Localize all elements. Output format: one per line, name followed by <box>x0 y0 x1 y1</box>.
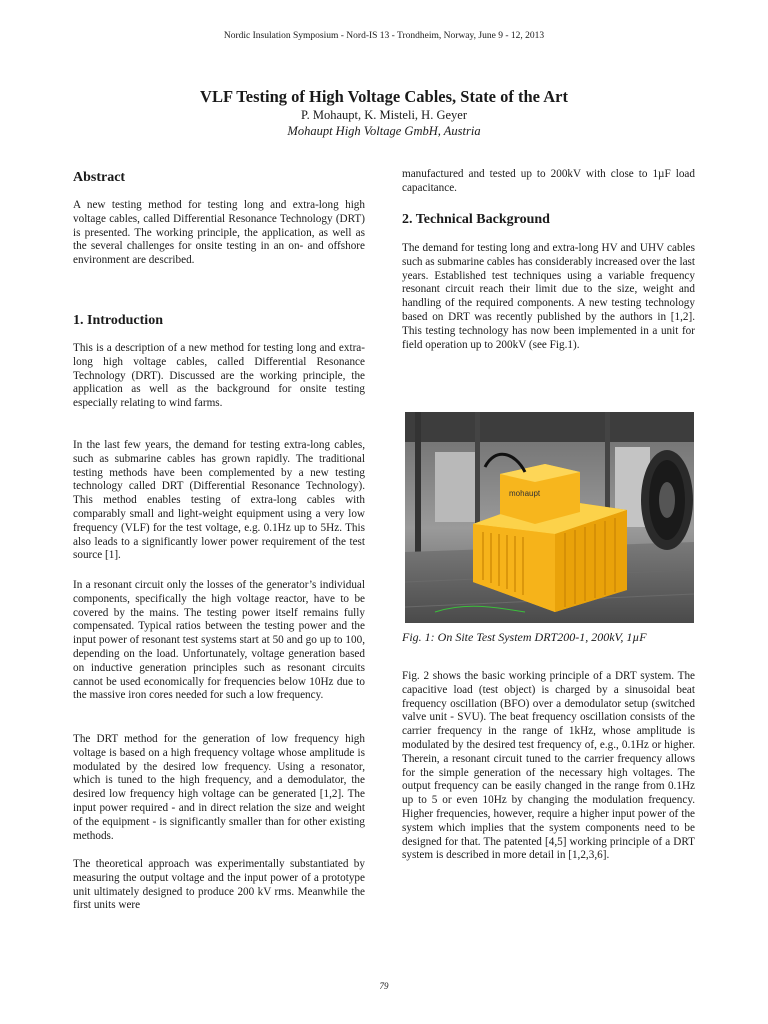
technical-background-heading: 2. Technical Background <box>402 212 550 227</box>
technical-paragraph-1: The demand for testing long and extra-long HV and UHV cables such as submarine cables has considerably increased over the last years. Established test techniques using a variable frequency resonant circuit reach their limit due to the size, weight and handling of the required components. A new testing technology based on DRT was recently published by the authors in [1,2]. This testing technology has now been implemented in a unit for field operation up to 200kV (see Fig.1). <box>402 242 695 351</box>
intro-paragraph-3: In a resonant circuit only the losses of the generator’s individual components, specifically the high voltage reactor, have to be covered by the mains. The testing power itself remains fully compensated. Typical ratios between the testing power and the input power of resonant test systems start at 50 and go up to 100, depending on the load. Unfortunately, voltage generation based on inductive generation principles such as resonant circuits cannot be used economically for frequencies below 10Hz due to the massive iron cores needed for such a low frequency. <box>73 579 365 702</box>
figure-1-caption: Fig. 1: On Site Test System DRT200-1, 200kV, 1µF <box>402 630 647 644</box>
paper-title: VLF Testing of High Voltage Cables, State of the Art <box>200 87 568 106</box>
conference-header: Nordic Insulation Symposium - Nord-IS 13 - Trondheim, Norway, June 9 - 12, 2013 <box>223 31 545 41</box>
continued-paragraph: manufactured and tested up to 200kV with close to 1µF load capacitance. <box>402 168 695 194</box>
authors: P. Mohaupt, K. Misteli, H. Geyer <box>301 108 467 122</box>
intro-paragraph-2: In the last few years, the demand for testing extra-long cables, such as submarine cables has grown rapidly. The traditional testing methods have been complemented by a new testing technology called DRT (Differential Resonance Technology). This method enables testing of extra-long cables with comparably small and light-weight equipment using a very low frequency (VLF) for the test voltage, e.g. 0.1Hz up to 5Hz. This also leads to a significantly lower power requirement of the test source [1]. <box>73 439 365 562</box>
page-number: 79 <box>379 981 389 991</box>
intro-paragraph-4: The DRT method for the generation of low frequency high voltage is based on a high frequency voltage whose amplitude is modulated by the desired low frequency. Using a resonator, which is tuned to the high frequency, and a demodulator, the desired low frequency high voltage can be generated [1,2]. The input power required - and in direct relation the size and weight of the equipment - is significantly smaller than for other existing methods. <box>73 733 365 842</box>
abstract-text: A new testing method for testing long and extra-long high voltage cables, called Differential Resonance Technology (DRT) is presented. The working principle, the application, as well as the several challenges for onsite testing in an on- and offshore environment are described. <box>73 199 365 267</box>
affiliation: Mohaupt High Voltage GmbH, Austria <box>287 124 481 138</box>
photo-logo-text: mohaupt <box>509 489 541 498</box>
figure-1-photo <box>405 412 694 623</box>
technical-paragraph-2: Fig. 2 shows the basic working principle of a DRT system. The capacitive load (test object) is charged by a sinusoidal beat frequency oscillation (BFO) over a demodulator setup (switched valve unit - SVU). The beat frequency oscillation consists of the carrier frequency in the range of 1kHz, whose amplitude is modulated by the desired test frequency of, e.g., 0.1Hz or higher. Therein, a resonant circuit tuned to the carrier frequency allows for the simple generation of the necessary high voltages. The output frequency can be easily changed in the range from 0.1Hz up to 5 or even 10Hz by changing the modulation frequency. Higher frequencies, however, require a higher input power of the system which implies that the system components need to be designed for that. The patented [4,5] working principle of a DRT system is described in more detail in [1,2,3,6]. <box>402 670 695 862</box>
introduction-heading: 1. Introduction <box>73 313 163 328</box>
intro-paragraph-1: This is a description of a new method for testing long and extra-long high voltage cables, called Differential Resonance Technology (DRT). Discussed are the working principle, the application as well as the background for onsite testing especially relating to wind farms. <box>73 342 365 410</box>
abstract-heading: Abstract <box>73 170 126 185</box>
intro-paragraph-5: The theoretical approach was experimentally substantiated by measuring the output voltage and the input power of a prototype unit ultimately designed to produce 200 kV rms. Meanwhile the first units were <box>73 858 365 912</box>
